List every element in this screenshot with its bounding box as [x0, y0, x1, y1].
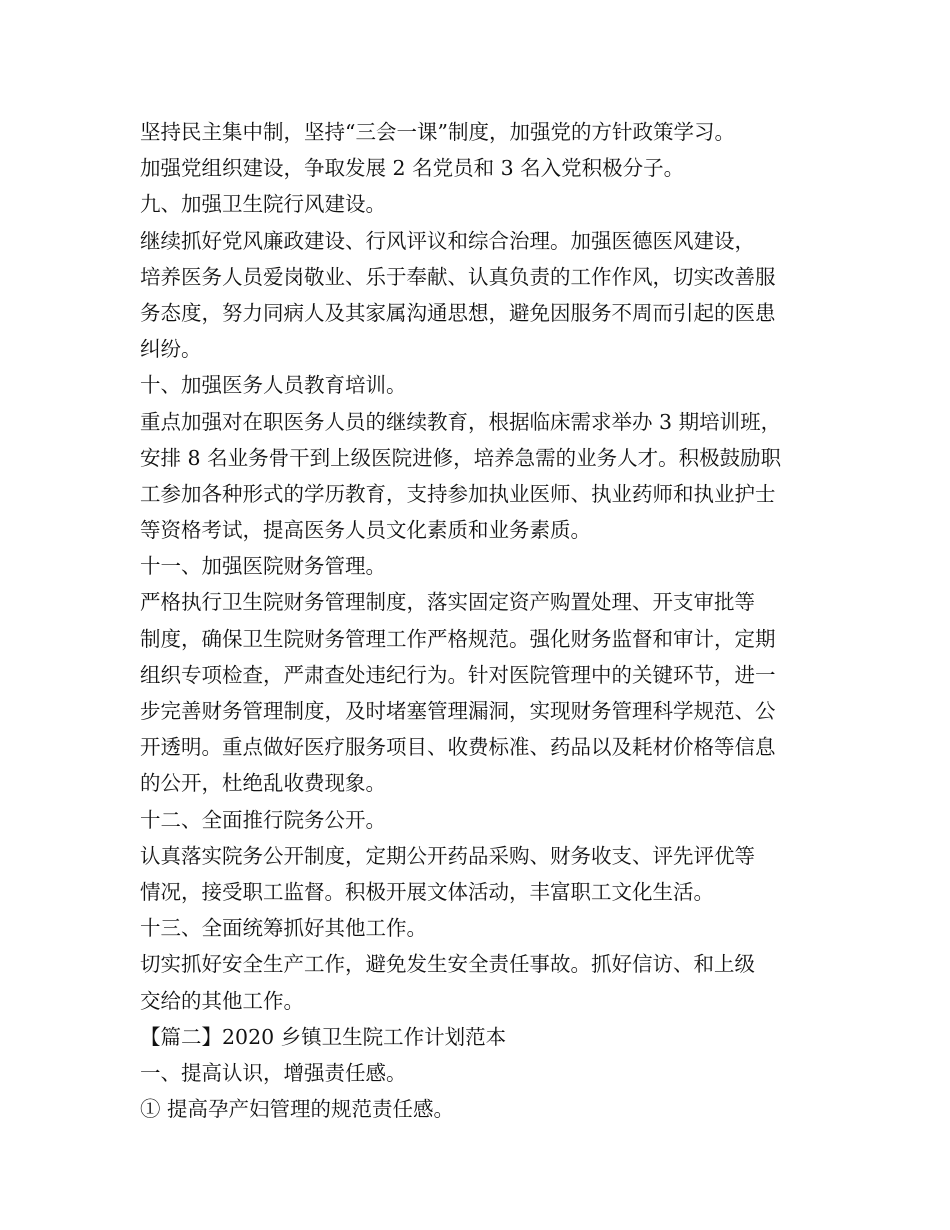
- text-line: 加强党组织建设，争取发展 2 名党员和 3 名入党积极分子。: [140, 156, 685, 181]
- text-line: 制度，确保卫生院财务管理工作严格规范。强化财务监督和审计，定期: [140, 626, 776, 651]
- text-line: 步完善财务管理制度，及时堵塞管理漏洞，实现财务管理科学规范、公: [140, 699, 776, 723]
- text-line: 继续抓好党风廉政建设、行风评议和综合治理。加强医德医风建设，: [140, 228, 755, 253]
- text-line: 交给的其他工作。: [140, 988, 304, 1013]
- text-line: 重点加强对在职医务人员的继续教育，根据临床需求举办 3 期培训班，: [140, 409, 782, 434]
- section-heading: 九、加强卫生院行风建设。: [140, 192, 386, 217]
- text-line: 严格执行卫生院财务管理制度，落实固定资产购置处理、开支审批等: [140, 590, 755, 615]
- section-heading: 一、提高认识，增强责任感。: [140, 1060, 407, 1085]
- section-heading: 十二、全面推行院务公开。: [140, 807, 386, 832]
- section-heading: 十三、全面统筹抓好其他工作。: [140, 916, 427, 941]
- text-line: 情况，接受职工监督。积极开展文体活动，丰富职工文化生活。: [140, 879, 714, 904]
- part-title: 【篇二】2020 乡镇卫生院工作计划范本: [140, 1024, 507, 1049]
- section-heading: 十一、加强医院财务管理。: [140, 554, 386, 579]
- text-line: 务态度，努力同病人及其家属沟通思想，避免因服务不周而引起的医患: [140, 300, 776, 325]
- section-heading: 十、加强医务人员教育培训。: [140, 373, 407, 398]
- text-line: 组织专项检查，严肃查处违纪行为。针对医院管理中的关键环节，进一: [140, 662, 776, 687]
- list-item: ① 提高孕产妇管理的规范责任感。: [140, 1097, 455, 1122]
- text-line: 等资格考试，提高医务人员文化素质和业务素质。: [140, 518, 591, 543]
- text-line: 安排 8 名业务骨干到上级医院进修，培养急需的业务人才。积极鼓励职: [140, 445, 782, 470]
- text-line: 培养医务人员爱岗敬业、乐于奉献、认真负责的工作作风，切实改善服: [140, 264, 776, 289]
- text-line: 切实抓好安全生产工作，避免发生安全责任事故。抓好信访、和上级: [140, 952, 755, 977]
- text-line: 的公开，杜绝乱收费现象。: [140, 771, 386, 796]
- text-line: 坚持民主集中制，坚持“三会一课”制度，加强党的方针政策学习。: [140, 120, 735, 144]
- text-line: 工参加各种形式的学历教育，支持参加执业医师、执业药师和执业护士: [140, 481, 776, 506]
- text-line: 纠纷。: [140, 337, 202, 362]
- text-line: 开透明。重点做好医疗服务项目、收费标准、药品以及耗材价格等信息: [140, 735, 776, 760]
- document-body: [140, 114, 830, 1127]
- text-line: 认真落实院务公开制度，定期公开药品采购、财务收支、评先评优等: [140, 843, 755, 868]
